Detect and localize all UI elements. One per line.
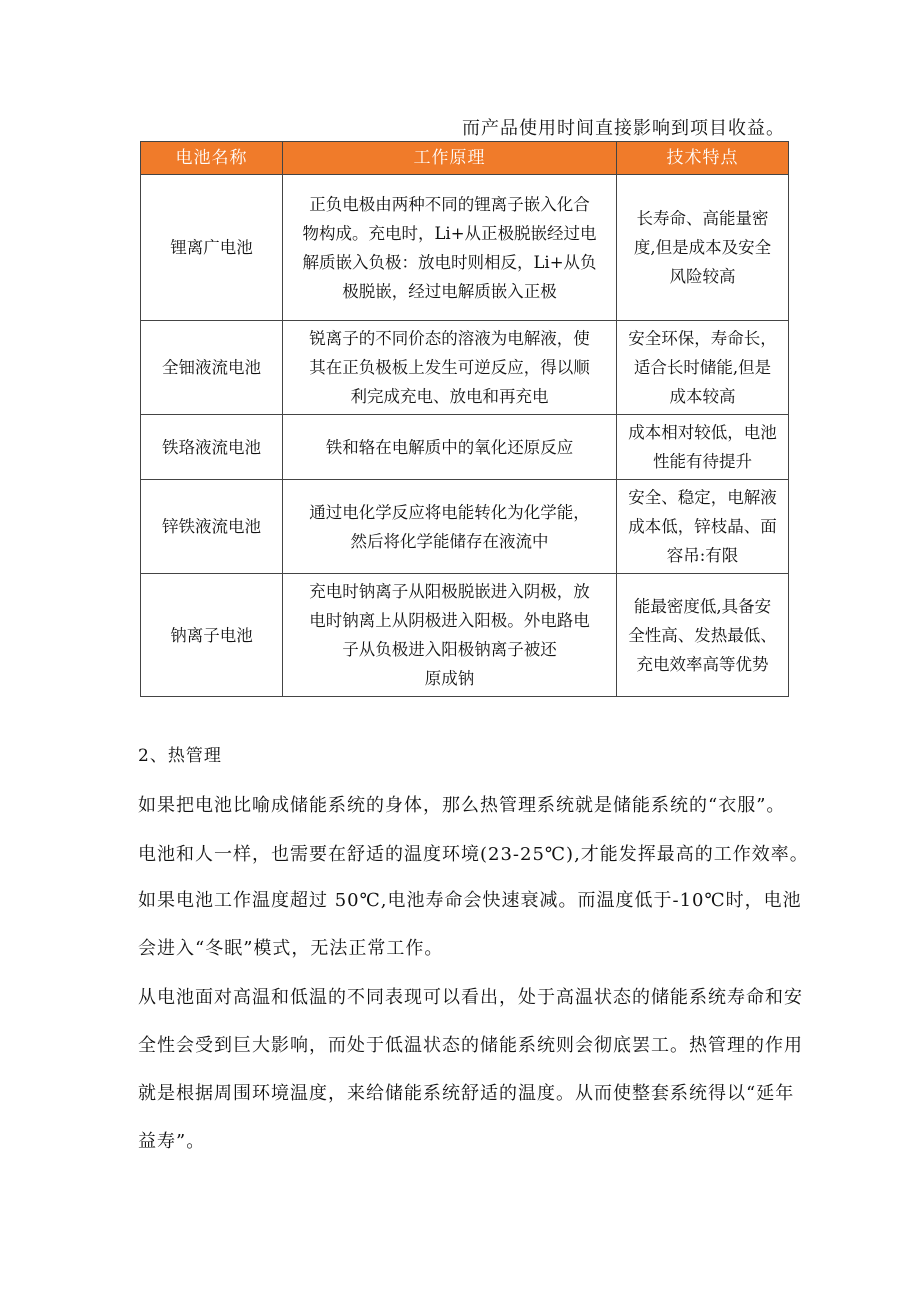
principle-line: 极脱嵌，经过电解质嵌入正极	[342, 281, 557, 301]
features-cell	[617, 415, 789, 480]
principle-line: 锐离子的不同价态的溶液为电解液，使	[309, 329, 590, 348]
header-battery-name: 电池名称	[141, 142, 283, 175]
table-header-row	[141, 142, 789, 175]
paragraph-line: 全性会受到巨大影响，而处于低温状态的储能系统则会彻底罢工。热管理的作用	[138, 1035, 803, 1056]
principle-line: 铁和辂在电解质中的氧化还原反应	[325, 437, 574, 457]
paragraph-line: 如果电池工作温度超过 50℃,电池寿命会快速衰减。而温度低于-10℃时，电池	[138, 890, 802, 911]
table-row	[141, 415, 789, 480]
principle-cell	[283, 574, 617, 697]
principle-cell	[283, 321, 617, 415]
features-line: 长寿命、高能量密	[636, 209, 769, 228]
principle-line: 充电时钠离子从阳极脱嵌进入阴极，放	[309, 582, 590, 601]
features-line: 风险较高	[669, 267, 736, 286]
table-row	[141, 321, 789, 415]
section-heading: 2、热管理	[138, 746, 222, 766]
features-line: 适合长时储能,但是	[633, 358, 772, 377]
paragraph-line: 如果把电池比喻成储能系统的身体，那么热管理系统就是储能系统的“衣服”。	[138, 795, 786, 816]
paragraph-line: 电池和人一样，也需要在舒适的温度环境(23-25℃),才能发挥最高的工作效率。	[138, 844, 809, 865]
features-line: 成本相对较低，电池	[628, 423, 777, 442]
features-line: 成本较高	[669, 387, 736, 406]
header-technical-features: 技术特点	[617, 142, 789, 175]
battery-name-cell: 锌铁液流电池	[141, 480, 283, 574]
principle-line: 电时钠离上从阴极进入阳极。外电路电	[309, 611, 590, 630]
features-line: 安全、稳定，电解液	[628, 488, 777, 507]
battery-name-cell: 全钿液流电池	[141, 321, 283, 415]
principle-cell	[283, 480, 617, 574]
header-working-principle: 工作原理	[283, 142, 617, 175]
features-line: 充电效率高等优势	[636, 654, 769, 674]
table-row	[141, 574, 789, 697]
paragraph-line: 益寿”。	[138, 1131, 206, 1152]
principle-line: 解质嵌入负极：放电时则相反，Li+从负	[302, 252, 597, 272]
principle-line: 物构成。充电时，Li+从正极脱嵌经过电	[302, 223, 597, 243]
principle-line: 利完成充电、放电和再充电	[350, 387, 549, 406]
lead-line: 而产品使用时间直接影响到项目收益。	[462, 118, 785, 139]
principle-line: 原成钠	[424, 669, 475, 688]
principle-line: 通过电化学反应将电能转化为化学能，	[309, 502, 590, 522]
principle-cell	[283, 415, 617, 480]
table-row	[141, 480, 789, 574]
principle-line: 其在正负极板上发生可逆反应，得以顺	[309, 358, 590, 377]
features-cell	[617, 574, 789, 697]
battery-name-cell: 钠离子电池	[141, 574, 283, 697]
principle-cell	[283, 175, 617, 321]
features-line: 成本低，锌枝晶、面	[628, 517, 777, 536]
features-line: 度,但是成本及安全	[633, 238, 772, 257]
features-cell	[617, 321, 789, 415]
principle-line: 然后将化学能储存在液流中	[350, 531, 549, 551]
features-cell	[617, 175, 789, 321]
battery-name-cell: 铁珞液流电池	[141, 415, 283, 480]
features-line: 全性高、发热最低、	[628, 625, 777, 645]
principle-line: 子从负极进入阳极钠离子被还	[342, 640, 557, 659]
features-line: 能最密度低,具备安	[633, 596, 772, 616]
features-cell	[617, 480, 789, 574]
table-row	[141, 175, 789, 321]
features-line: 性能有待提升	[653, 452, 752, 471]
features-line: 容吊:有限	[666, 546, 739, 565]
features-line: 安全环保，寿命长，	[628, 329, 777, 348]
principle-line: 正负电极由两种不同的锂离子嵌入化合	[309, 194, 590, 214]
paragraph-line: 就是根据周围环境温度，来给储能系统舒适的温度。从而使整套系统得以“延年	[138, 1083, 795, 1104]
battery-name-cell: 锂离广电池	[141, 175, 283, 321]
paragraph-line: 从电池面对高温和低温的不同表现可以看出，处于高温状态的储能系统寿命和安	[138, 987, 803, 1008]
battery-comparison-table	[140, 141, 789, 697]
paragraph-line: 会进入“冬眠”模式，无法正常工作。	[138, 938, 444, 959]
